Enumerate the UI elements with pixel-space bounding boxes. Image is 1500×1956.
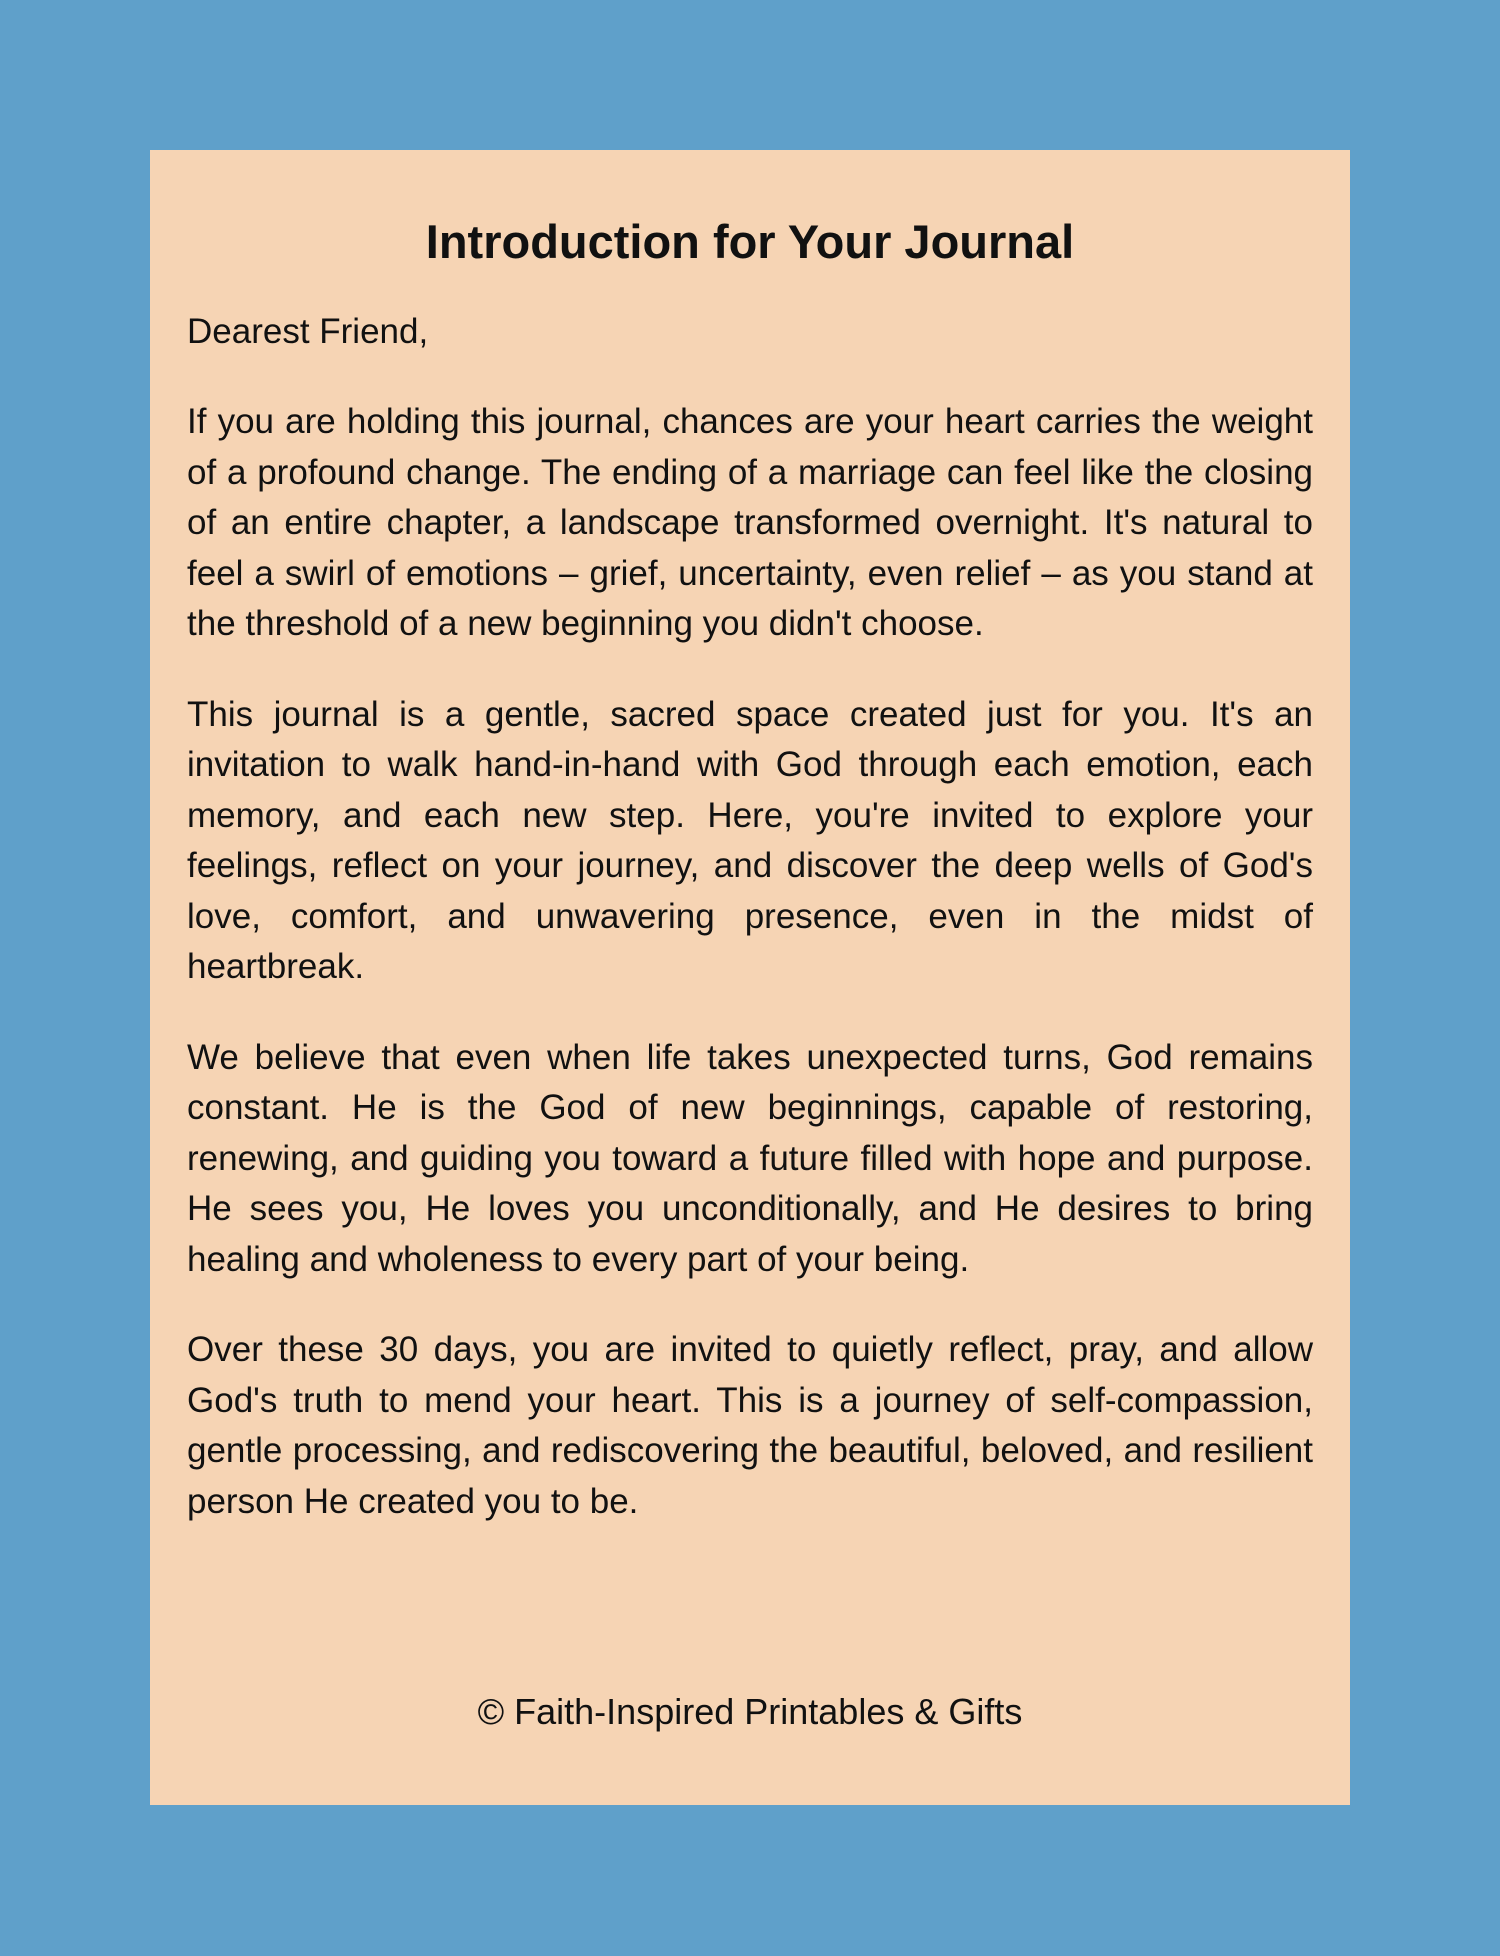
paragraph-3: We believe that even when life takes unexpected turns, God remains constant. He is the God of new beginnings, capable of restoring, renewing, and guiding you toward a future filled with hope and purpose. He sees you, He loves you unconditionally, and He desires to bring healing and wholeness to every part of your being. bbox=[187, 1037, 1313, 1279]
paragraph-2: This journal is a gentle, sacred space created just for you. It's an invitation to walk hand-in-hand with God through each emotion, each memory, and each new step. Here, you're invited to explore your feelings, reflect on your journey, and discover the deep wells of God's love, comfort, and unwavering presence, even in the midst of heartbreak. bbox=[187, 694, 1313, 986]
page-title: Introduction for Your Journal bbox=[425, 215, 1075, 268]
paragraph-4: Over these 30 days, you are invited to quietly reflect, pray, and allow God's truth to mend your heart. This is a journey of self-compassion, gentle processing, and rediscovering the beautiful, beloved, and resilient person He created you to be. bbox=[187, 1330, 1313, 1521]
greeting: Dearest Friend, bbox=[187, 312, 429, 351]
paragraph-1: If you are holding this journal, chances are your heart carries the weight of a profound change. The ending of a marriage can feel like the closing of an entire chapter, a landscape transformed overnight. It's natural to feel a swirl of emotions – grief, uncertainty, even relief – as you stand at the threshold of a new beginning you didn't choose. bbox=[187, 402, 1313, 643]
copyright-footer: © Faith-Inspired Printables & Gifts bbox=[477, 1691, 1023, 1732]
journal-page bbox=[150, 150, 1350, 1805]
